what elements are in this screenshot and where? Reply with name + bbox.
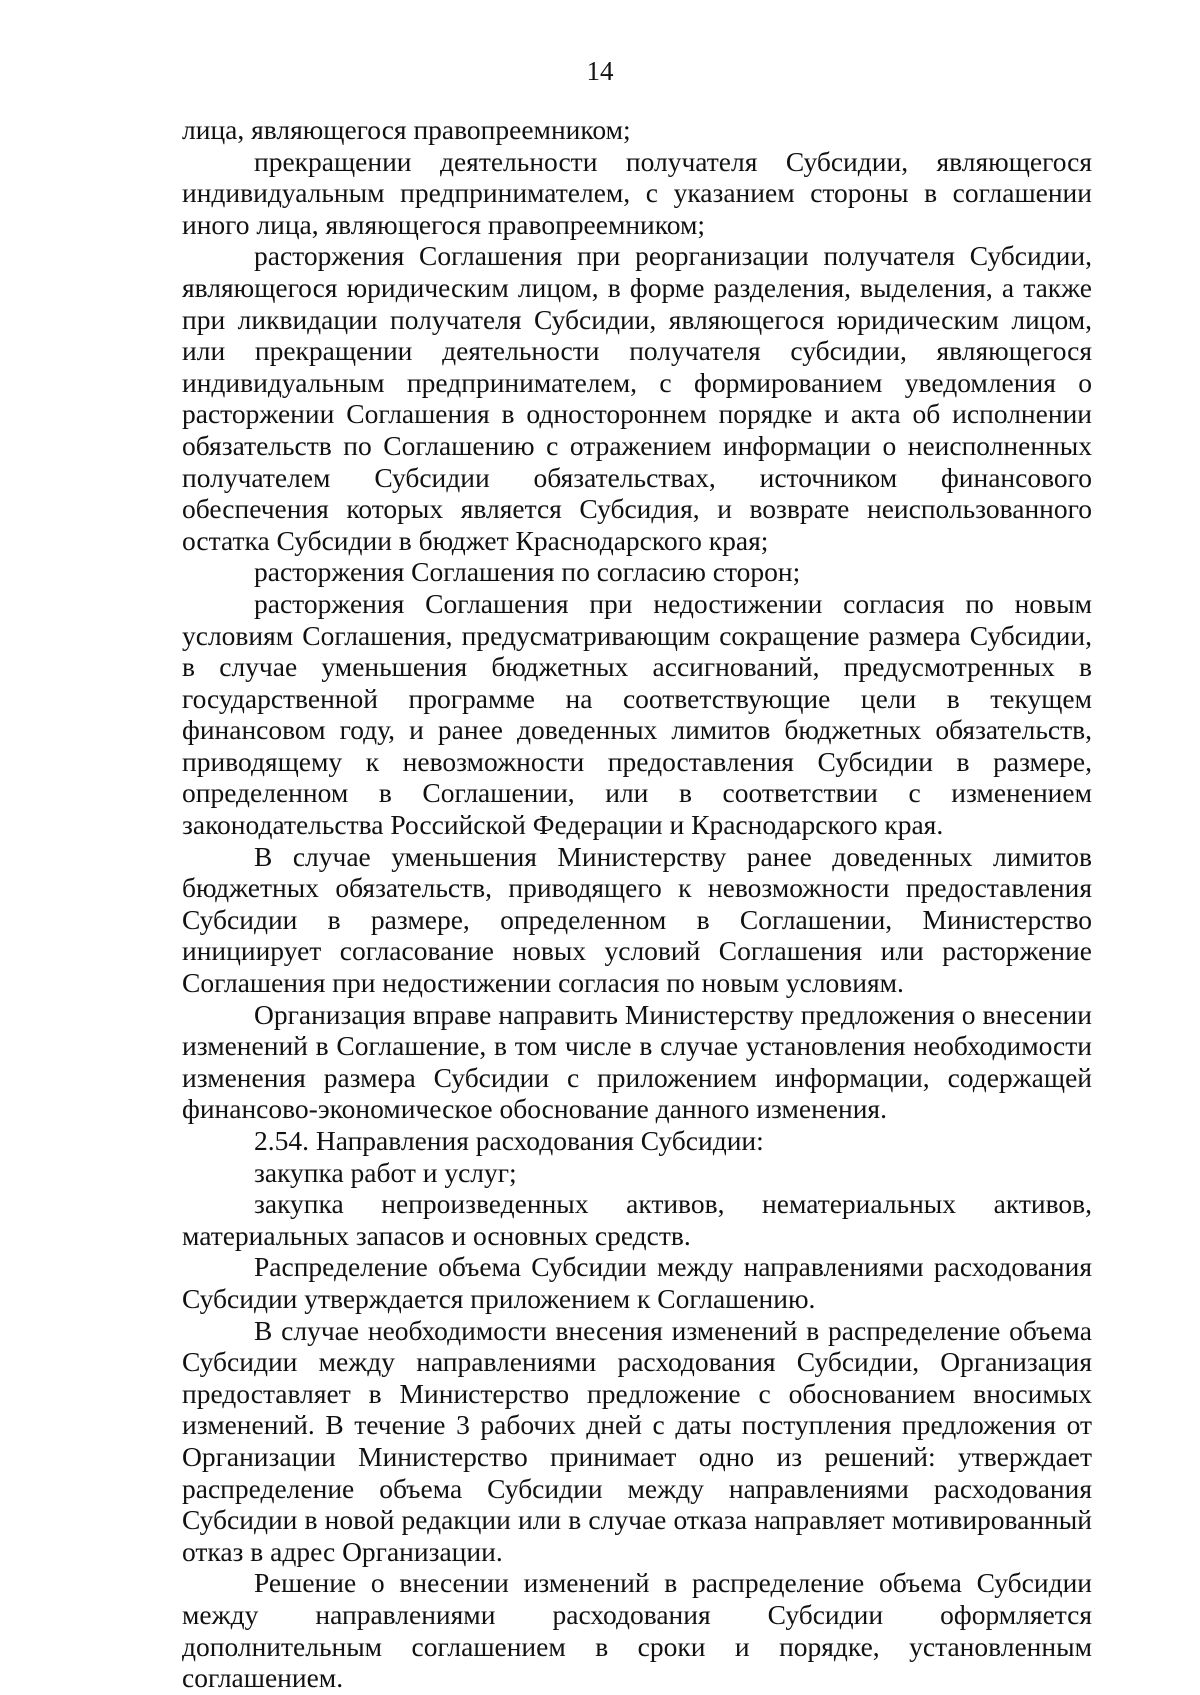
- page-number: 14: [586, 56, 614, 86]
- paragraph-works-services: закупка работ и услуг;: [254, 1156, 517, 1188]
- paragraph-disagreement-termination: расторжения Соглашения при недостижении согласия по новым условиям Соглашения, предусматривающим сокращение размера Субсидии, в случае уменьшения бюджетных ассигнований, предусмотренных в государственной программе на соответствующие цели в текущем финансовом году, и ранее доведенных лимитов бюджетных обязательств, приводящему к невозможности предоставления Субсидии в размере, определенном в Соглашении, или в соответствии с изменением законодательства Российской Федерации и Краснодарского края.: [182, 587, 1092, 841]
- paragraph-distribution-changes: В случае необходимости внесения изменений в распределение объема Субсидии между направлениями расходования Субсидии, Организация предоставляет в Министерство предложение с обоснованием вносимых изменений. В течение 3 рабочих дней с даты поступления предложения от Организации Министерство принимает одно из решений: утверждает распределение объема Субсидии между направлениями расходования Субсидии в новой редакции или в случае отказа направляет мотивированный отказ в адрес Организации.: [182, 1314, 1092, 1567]
- document-body: [182, 114, 1092, 1694]
- paragraph-organization-proposals: Организация вправе направить Министерству предложения о внесении изменений в Соглашение, в том числе в случае установления необходимости изменения размера Субсидии с приложением информации, содержащей финансово-экономическое обоснование данного изменения.: [182, 998, 1092, 1125]
- paragraph-mutual-termination: расторжения Соглашения по согласию сторон;: [254, 556, 801, 588]
- paragraph-reorganization-termination: расторжения Соглашения при реорганизации получателя Субсидии, являющегося юридическим лицом, в форме разделения, выделения, а также при ликвидации получателя Субсидии, являющегося юридическим лицом, или прекращении деятельности получателя субсидии, являющегося индивидуальным предпринимателем, с формированием уведомления о расторжении Соглашения в одностороннем порядке и акта об исполнении обязательств по Соглашению с отражением информации о неисполненных получателем Субсидии обязательствах, источником финансового обеспечения которых является Субсидия, и возврате неиспользованного остатка Субсидии в бюджет Краснодарского края;: [182, 240, 1092, 556]
- paragraph-successor-clause: лица, являющегося правопреемником;: [182, 114, 631, 145]
- paragraph-limits-reduction: В случае уменьшения Министерству ранее доведенных лимитов бюджетных обязательств, приводящего к невозможности предоставления Субсидии в размере, определенном в Соглашении, Министерство инициирует согласование новых условий Соглашения или расторжение Соглашения при недостижении согласия по новым условиям.: [182, 840, 1092, 999]
- paragraph-assets-purchase: закупка непроизведенных активов, нематериальных активов, материальных запасов и основных средств.: [182, 1188, 1092, 1251]
- paragraph-additional-agreement: Решение о внесении изменений в распределение объема Субсидии между направлениями расходования Субсидии оформляется дополнительным соглашением в сроки и порядке, установленным соглашением.: [182, 1567, 1092, 1694]
- paragraph-entrepreneur-termination: прекращении деятельности получателя Субсидии, являющегося индивидуальным предпринимателем, с указанием стороны в соглашении иного лица, являющегося правопреемником;: [182, 145, 1092, 240]
- paragraph-section-2-54-heading: 2.54. Направления расходования Субсидии:: [254, 1125, 764, 1156]
- paragraph-distribution-approval: Распределение объема Субсидии между направлениями расходования Субсидии утверждается приложением к Соглашению.: [182, 1251, 1092, 1314]
